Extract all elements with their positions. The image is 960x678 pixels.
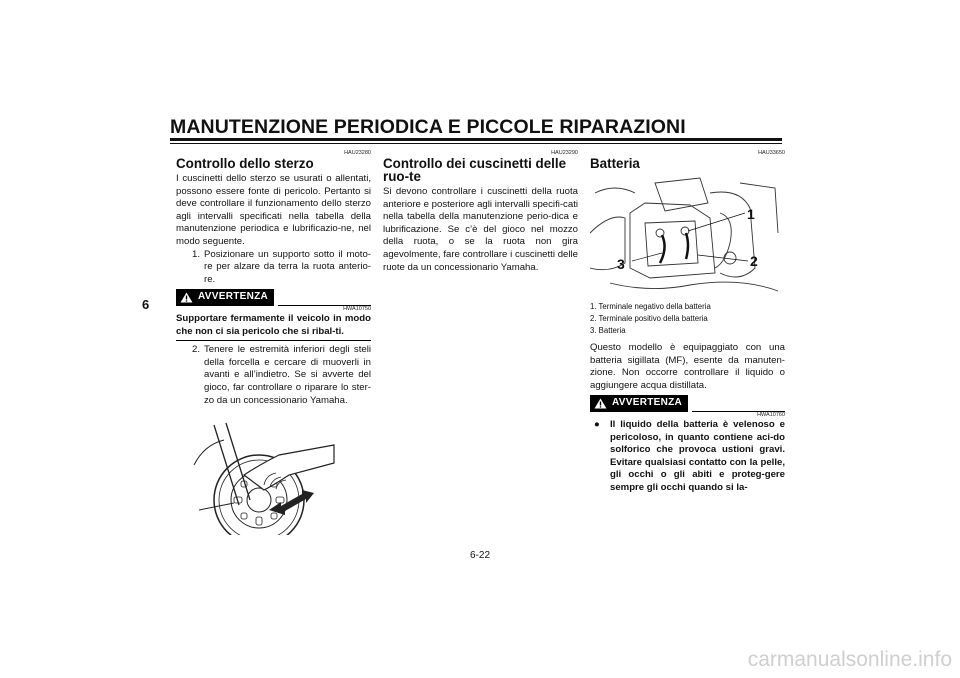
page-header-title: MANUTENZIONE PERIODICA E PICCOLE RIPARAZIONI <box>170 116 686 138</box>
warning-banner <box>590 395 785 412</box>
section-title: Controllo dei cuscinetti delle ruo-te <box>383 156 567 184</box>
section-code: HAU33650 <box>758 150 785 156</box>
figure-captions <box>590 301 785 337</box>
column-steering-check <box>176 150 371 535</box>
chapter-tab: 6 <box>142 297 150 312</box>
section-code: HAU23290 <box>551 150 578 156</box>
warning-label-box <box>176 289 274 306</box>
header-rule-thin <box>170 143 782 144</box>
header-rule-thick <box>170 138 782 141</box>
step-1 <box>176 249 371 287</box>
step-2 <box>176 344 371 407</box>
section-code: HAU23280 <box>344 150 371 156</box>
warning-bullet-item <box>590 419 785 495</box>
callout-1: 1 <box>747 206 755 222</box>
caption-item: 2. Terminale positivo della batteria <box>590 314 708 323</box>
warning-triangle-icon <box>594 398 607 409</box>
body-paragraph: Questo modello è equipaggiato con una batteria sigillata (MF), esente da manuten-zione. Non occorre controllare il liquido o aggiungere acqua distillata. <box>590 342 785 391</box>
caption-item: 1. Terminale negativo della batteria <box>590 302 711 311</box>
body-paragraph: Si devono controllare i cuscinetti della ruota anteriore e posteriore agli intervalli specifi-cati nella tabella della manutenzione perio-dica e lubrificazione. Se c’è del gioco nel mozzo della ruota, o se la ruota non gira agevolmente, fare controllare i cuscinetti delle ruote da un concessionario Yamaha. <box>383 186 578 273</box>
caption-item: 3. Batteria <box>590 326 626 335</box>
warning-text: Il liquido della batteria è velenoso e pericoloso, in quanto contiene aci-do solforico che provoca ustioni gravi. Evitare qualsiasi contatto con la pelle, gli occhi o gli abiti e proteg-gere sempre gli occhi quando si la- <box>610 418 785 493</box>
step-number: 1. <box>191 248 200 260</box>
column-battery <box>590 150 785 495</box>
warning-code: HWA10750 <box>343 305 371 312</box>
warning-label-box <box>590 395 688 412</box>
warning-label: AVVERTENZA <box>612 397 683 409</box>
step-number: 2. <box>191 344 200 356</box>
column-wheel-bearings <box>383 150 578 274</box>
warning-code: HWA10760 <box>757 411 785 418</box>
fork-check-illustration <box>184 415 354 535</box>
section-title: Batteria <box>590 156 640 171</box>
section-title: Controllo dello sterzo <box>176 156 314 171</box>
warning-triangle-icon <box>180 292 193 303</box>
intro-paragraph: I cuscinetti dello sterzo se usurati o allentati, possono essere fonte di pericolo. Pertanto si deve controllare il funzionamento dello sterzo agli intervalli specificati nella tabella della manutenzione periodica e lubrificazio-ne, nel modo seguente. <box>176 173 371 247</box>
step-text: Tenere le estremità inferiori degli steli della forcella e cercare di muoverli in avanti e all’indietro. Se si avverte del gioco, far controllare o riparare lo ster-zo da un concessionario Yamaha. <box>204 344 371 406</box>
callout-3: 3 <box>617 256 625 272</box>
watermark: carmanualsonline.info <box>747 648 952 671</box>
warning-label: AVVERTENZA <box>198 291 269 303</box>
step-text: Posizionare un supporto sotto il moto-re per alzare da terra la ruota anterio-re. <box>204 248 371 285</box>
warning-banner <box>176 289 371 306</box>
warning-text: Supportare fermamente il veicolo in modo che non ci sia pericolo che si ribal-ti. <box>176 312 371 337</box>
callout-2: 2 <box>750 253 758 269</box>
warning-end-rule <box>176 340 371 341</box>
battery-illustration <box>590 173 780 299</box>
page-number: 6-22 <box>469 550 490 561</box>
bullet-icon: ● <box>594 418 600 430</box>
